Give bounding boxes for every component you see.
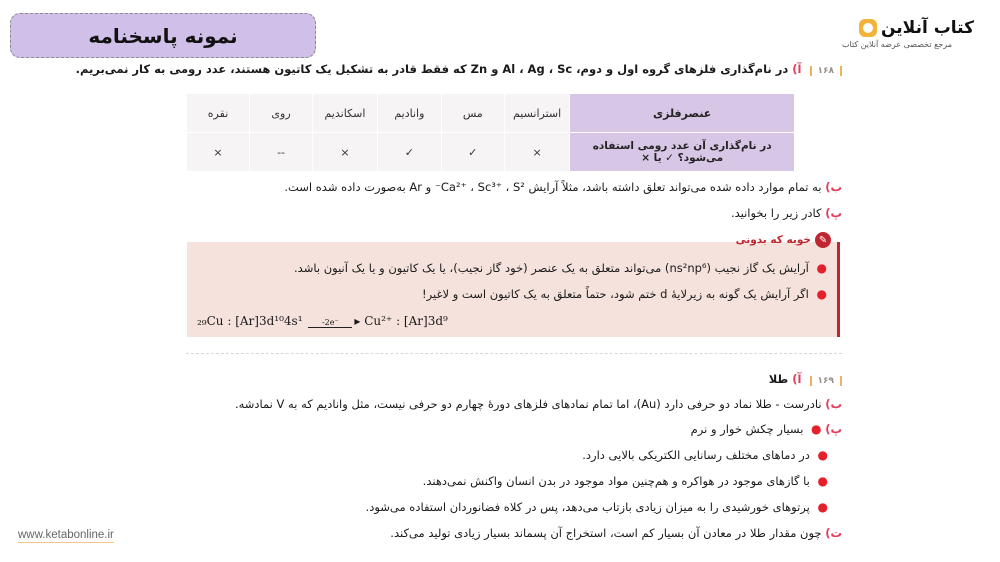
bullet-text: پرتوهای خورشیدی را به میزان زیادی بازتاب می‌دهد، پس در کلاه فضانوردان استفاده می‌شود. <box>365 500 810 514</box>
tip-bullet <box>294 261 827 275</box>
logo-subtitle: مرجع تخصصی عرضه آنلاین کتاب <box>841 40 952 49</box>
table-cell: × <box>313 133 378 172</box>
sample-answer-badge <box>10 13 316 58</box>
part-marker: ب) <box>825 180 842 194</box>
q169-part-b <box>235 397 842 411</box>
table-cell: -- <box>250 133 313 172</box>
table-column-header: استرانسیم <box>504 94 570 133</box>
arrow-label: -2e⁻ <box>321 318 339 327</box>
ketabonline-logo[interactable] <box>824 18 974 58</box>
part-text: به تمام موارد داده شده می‌تواند تعلق داشته باشد، مثلاً آرایش Ca²⁺ ، Sc³⁺ ، S²⁻ و Ar به‌صورت داده شده است. <box>284 180 822 194</box>
part-marker: ت) <box>825 526 842 540</box>
q169-part-a <box>769 372 842 386</box>
bullet-icon: ● <box>817 500 828 514</box>
section-divider <box>186 353 842 354</box>
tip-bullet-text: آرایش یک گاز نجیب (ns²np⁶) می‌تواند متعلق به یک عنصر (خود گاز نجیب)، یا یک کاتیون و یا یک آنیون باشد. <box>294 261 809 275</box>
q168-part-p <box>731 206 842 220</box>
table-row-label: در نام‌گذاری آن عدد رومی استفاده می‌شود؟ ✓ یا × <box>570 133 795 172</box>
table-column-header: نقره <box>187 94 250 133</box>
tip-bullet-text: اگر آرایش یک گونه به زیرلایهٔ d ختم شود، حتماً متعلق به یک کاتیون است و لاغیر! <box>422 287 809 301</box>
logo-title: کتاب آنلاین <box>880 18 974 38</box>
pin-icon: ✎ <box>815 232 831 248</box>
bullet-text: با گازهای موجود در هواکره و هم‌چنین مواد موجود در بدن انسان واکنش نمی‌دهند. <box>422 474 810 488</box>
part-marker: پ) <box>825 206 842 220</box>
tip-title: خوبه که بدونی <box>735 234 811 246</box>
table-column-header: اسکاندیم <box>313 94 378 133</box>
table-header-row <box>187 94 795 133</box>
q169-part-t <box>390 526 842 540</box>
q169-bullet <box>582 448 828 462</box>
badge-label: نمونه پاسخنامه <box>88 23 238 48</box>
q168-part-a <box>76 62 842 76</box>
equation-left: ₂₉Cu : [Ar]3d¹⁰4s¹ <box>197 314 303 328</box>
copper-equation <box>197 314 448 331</box>
table-cell: ✓ <box>377 133 441 172</box>
q169-part-p <box>691 422 842 436</box>
q168-part-b <box>284 180 842 194</box>
table-cell: ✓ <box>441 133 504 172</box>
table-row-label: عنصرفلزی <box>570 94 795 133</box>
part-marker: ب) <box>825 397 842 411</box>
table-cell: × <box>504 133 570 172</box>
question-number: ۱۶۸ <box>810 66 842 76</box>
bullet-text: در دماهای مختلف رسانایی الکتریکی بالایی دارد. <box>582 448 810 462</box>
bullet-icon: ● <box>817 474 828 488</box>
part-text: نادرست - طلا نماد دو حرفی دارد (Au)، اما تمام نمادهای فلزهای دورهٔ چهارم دو حرفی نیست، مثل وانادیم که به V نمادشه. <box>234 397 822 411</box>
reaction-arrow <box>308 318 352 328</box>
table-cell: × <box>187 133 250 172</box>
table-column-header: وانادیم <box>377 94 441 133</box>
metals-table <box>186 93 795 172</box>
website-link[interactable]: www.ketabonline.ir <box>18 529 114 541</box>
part-text: طلا <box>768 372 789 386</box>
part-marker: آ) <box>792 372 802 386</box>
bullet-icon: ● <box>816 287 827 301</box>
part-marker: آ) <box>792 62 802 76</box>
part-text: کادر زیر را بخوانید. <box>730 206 822 220</box>
table-row <box>187 133 795 172</box>
table-column-header: مس <box>441 94 504 133</box>
part-text: در نام‌گذاری فلزهای گروه اول و دوم، Al ، Ag ، Sc و Zn که فقط قادر به تشکیل یک کاتیون هستند، عدد رومی به کار نمی‌بریم. <box>75 62 789 76</box>
tip-bullet <box>422 287 827 301</box>
bullet-icon: ● <box>811 422 822 436</box>
table-column-header: روی <box>250 94 313 133</box>
logo-mark-icon <box>859 19 877 37</box>
q169-bullet <box>366 500 828 514</box>
part-marker: پ) <box>825 422 842 436</box>
bullet-icon: ● <box>817 448 828 462</box>
part-text: بسیار چکش خوار و نرم <box>690 422 804 436</box>
q169-bullet <box>423 474 828 488</box>
part-text: چون مقدار طلا در معادن آن بسیار کم است، استخراج آن پسماند بسیار زیادی تولید می‌کند. <box>390 526 822 540</box>
did-you-know-box <box>187 234 840 337</box>
question-number: ۱۶۹ <box>810 376 842 386</box>
bullet-icon: ● <box>816 261 827 275</box>
equation-right: Cu²⁺ : [Ar]3d⁹ <box>364 314 448 328</box>
tip-header <box>736 232 831 248</box>
arrow-head-icon: ▸ <box>354 314 361 328</box>
